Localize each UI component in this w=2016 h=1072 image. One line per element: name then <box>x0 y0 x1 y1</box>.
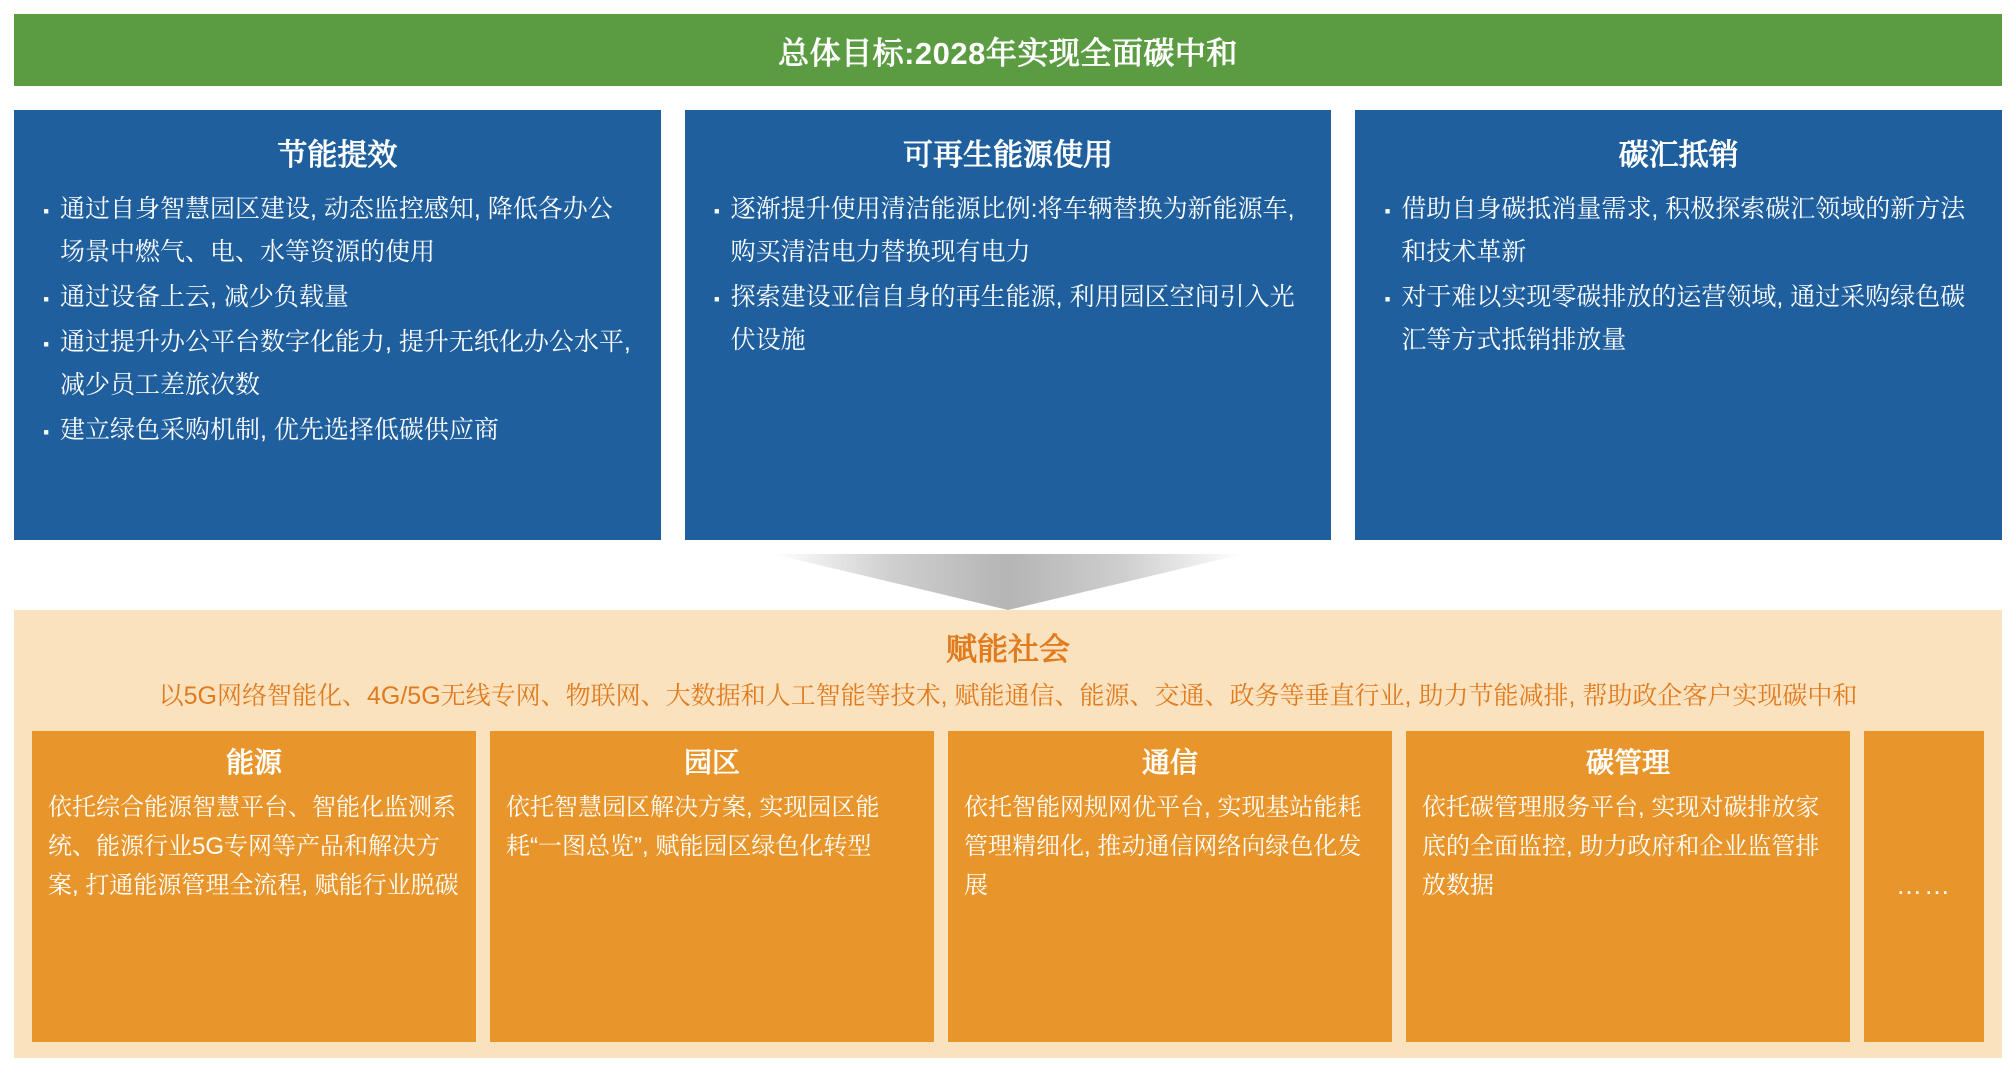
sector-title: 通信 <box>1141 747 1198 778</box>
pillar-bullet: · 通过自身智慧园区建设, 动态监控感知, 降低各办公场景中燃气、电、水等资源的使用 <box>40 188 635 274</box>
sector-card-park <box>490 731 934 1042</box>
pillar-card-renewable-energy <box>685 110 1332 540</box>
pillar-bullet: · 建立绿色采购机制, 优先选择低碳供应商 <box>40 409 635 452</box>
pillar-card-energy-saving <box>14 110 661 540</box>
pillar-title: 碳汇抵销 <box>1618 139 1739 172</box>
pillar-bullet: · 逐渐提升使用清洁能源比例:将车辆替换为新能源车, 购买清洁电力替换现有电力 <box>711 188 1306 274</box>
pillar-bullet-list <box>711 188 1306 364</box>
sector-card-group <box>32 731 1984 1042</box>
pillar-bullet: · 探索建设亚信自身的再生能源, 利用园区空间引入光伏设施 <box>711 276 1306 362</box>
arrow-connector-zone <box>0 548 2016 618</box>
sector-body: 依托碳管理服务平台, 实现对碳排放家底的全面监控, 助力政府和企业监管排放数据 <box>1422 794 1820 899</box>
pillar-card-group <box>14 110 2002 540</box>
sector-title: 能源 <box>225 747 282 778</box>
overall-goal-text: 总体目标:2028年实现全面碳中和 <box>778 35 1238 71</box>
pillar-bullet: · 通过设备上云, 减少负载量 <box>40 276 635 319</box>
pillar-bullet: · 对于难以实现零碳排放的运营领域, 通过采购绿色碳汇等方式抵销排放量 <box>1381 276 1976 362</box>
sector-title: 园区 <box>683 747 740 778</box>
pillar-card-carbon-offset <box>1355 110 2002 540</box>
down-arrow-icon <box>773 554 1243 610</box>
pillar-bullet: · 通过提升办公平台数字化能力, 提升无纸化办公水平, 减少员工差旅次数 <box>40 321 635 407</box>
sector-more-label: …… <box>1896 870 1952 900</box>
enable-society-description: 以5G网络智能化、4G/5G无线专网、物联网、大数据和人工智能等技术, 赋能通信、能源、交通、政务等垂直行业, 助力节能减排, 帮助政企客户实现碳中和 <box>158 682 1858 710</box>
sector-body: 依托智慧园区解决方案, 实现园区能耗“一图总览”, 赋能园区绿色化转型 <box>506 794 880 860</box>
sector-card-communication <box>948 731 1392 1042</box>
sector-card-energy <box>32 731 476 1042</box>
sector-card-carbon-management <box>1406 731 1850 1042</box>
enable-society-section <box>14 610 2002 1058</box>
pillar-title: 可再生能源使用 <box>903 139 1113 172</box>
pillar-title: 节能提效 <box>277 139 398 172</box>
sector-body: 依托智能网规网优平台, 实现基站能耗管理精细化, 推动通信网络向绿色化发展 <box>964 794 1362 899</box>
sector-title: 碳管理 <box>1585 747 1670 778</box>
pillar-bullet-list <box>40 188 635 454</box>
sector-body: 依托综合能源智慧平台、智能化监测系统、能源行业5G专网等产品和解决方案, 打通能源管理全流程, 赋能行业脱碳 <box>48 794 459 899</box>
pillar-bullet: · 借助自身碳抵消量需求, 积极探索碳汇领域的新方法和技术革新 <box>1381 188 1976 274</box>
sector-card-more <box>1864 731 1984 1042</box>
overall-goal-banner <box>14 14 2002 86</box>
pillar-bullet-list <box>1381 188 1976 364</box>
enable-society-title: 赋能社会 <box>946 632 1070 667</box>
